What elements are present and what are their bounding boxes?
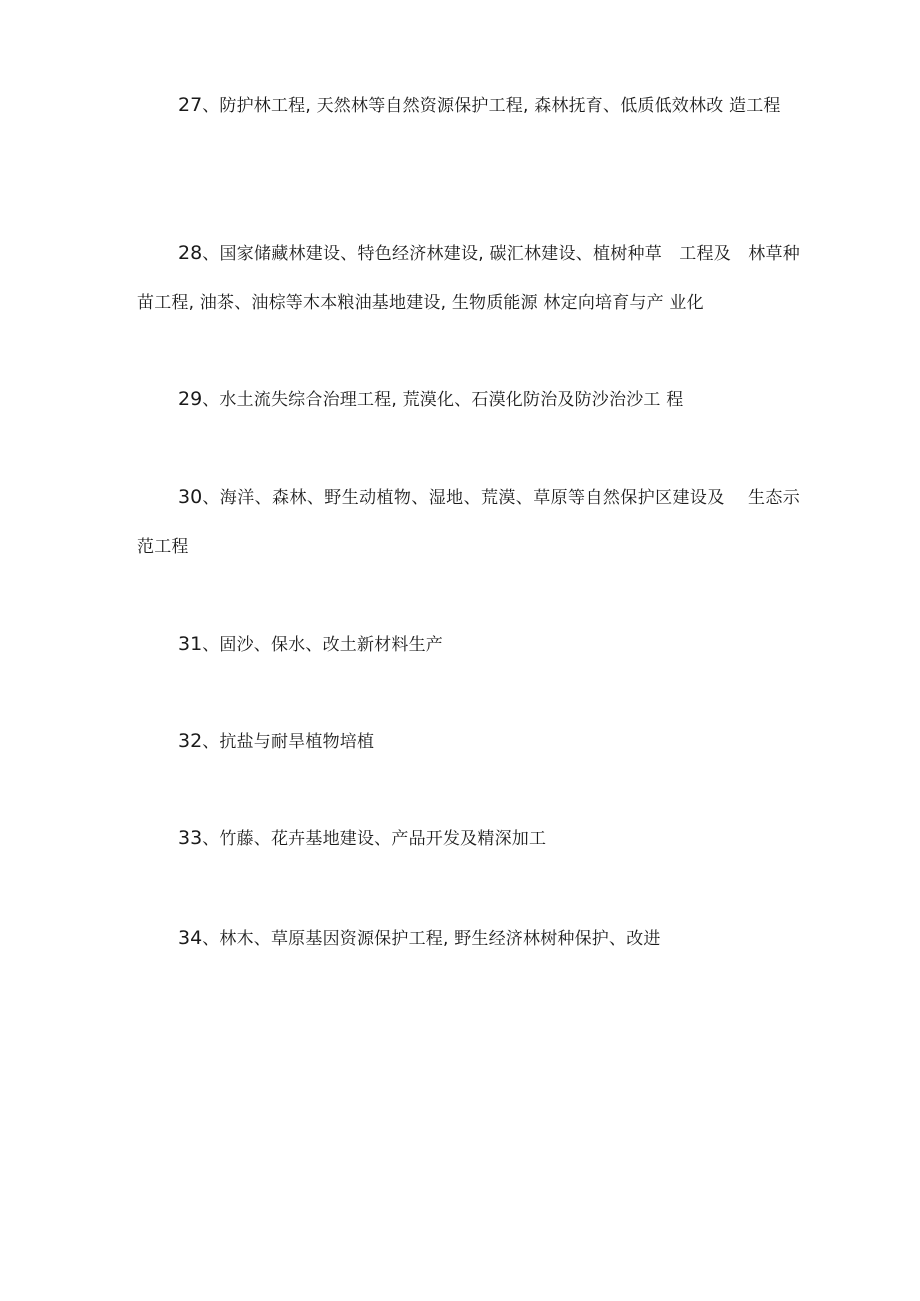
item-number: 30 <box>178 486 203 508</box>
item-number: 32 <box>178 730 203 752</box>
item-text: 、防护林工程, 天然林等自然资源保护工程, 森林抚育、低质低效林改 造工程 <box>202 96 781 116</box>
item-text: 、海洋、森林、野生动植物、湿地、荒漠、草原等自然保护区建设及 生态示范工程 <box>137 488 800 557</box>
list-item <box>137 814 800 864</box>
item-number: 27 <box>178 94 203 116</box>
item-text: 、水土流失综合治理工程, 荒漠化、石漠化防治及防沙治沙工 程 <box>202 390 684 410</box>
item-text: 、林木、草原基因资源保护工程, 野生经济林树种保护、改进 <box>202 929 661 949</box>
list-item <box>137 81 800 131</box>
list-item <box>137 375 800 425</box>
list-item <box>137 914 800 964</box>
item-number: 31 <box>178 633 203 655</box>
item-number: 33 <box>178 827 203 849</box>
item-number: 34 <box>178 927 203 949</box>
list-item <box>137 717 800 767</box>
item-number: 28 <box>178 242 203 264</box>
item-text: 、国家储藏林建设、特色经济林建设, 碳汇林建设、植树种草 工程及 林草种苗工程, 油茶、油棕等木本粮油基地建设, 生物质能源 林定向培育与产 业化 <box>137 244 800 313</box>
item-text: 、竹藤、花卉基地建设、产品开发及精深加工 <box>202 829 547 849</box>
list-item <box>137 620 800 670</box>
item-number: 29 <box>178 388 203 410</box>
list-item <box>137 473 800 572</box>
item-text: 、固沙、保水、改土新材料生产 <box>202 635 443 655</box>
list-item <box>137 229 800 328</box>
item-text: 、抗盐与耐旱植物培植 <box>202 732 375 752</box>
